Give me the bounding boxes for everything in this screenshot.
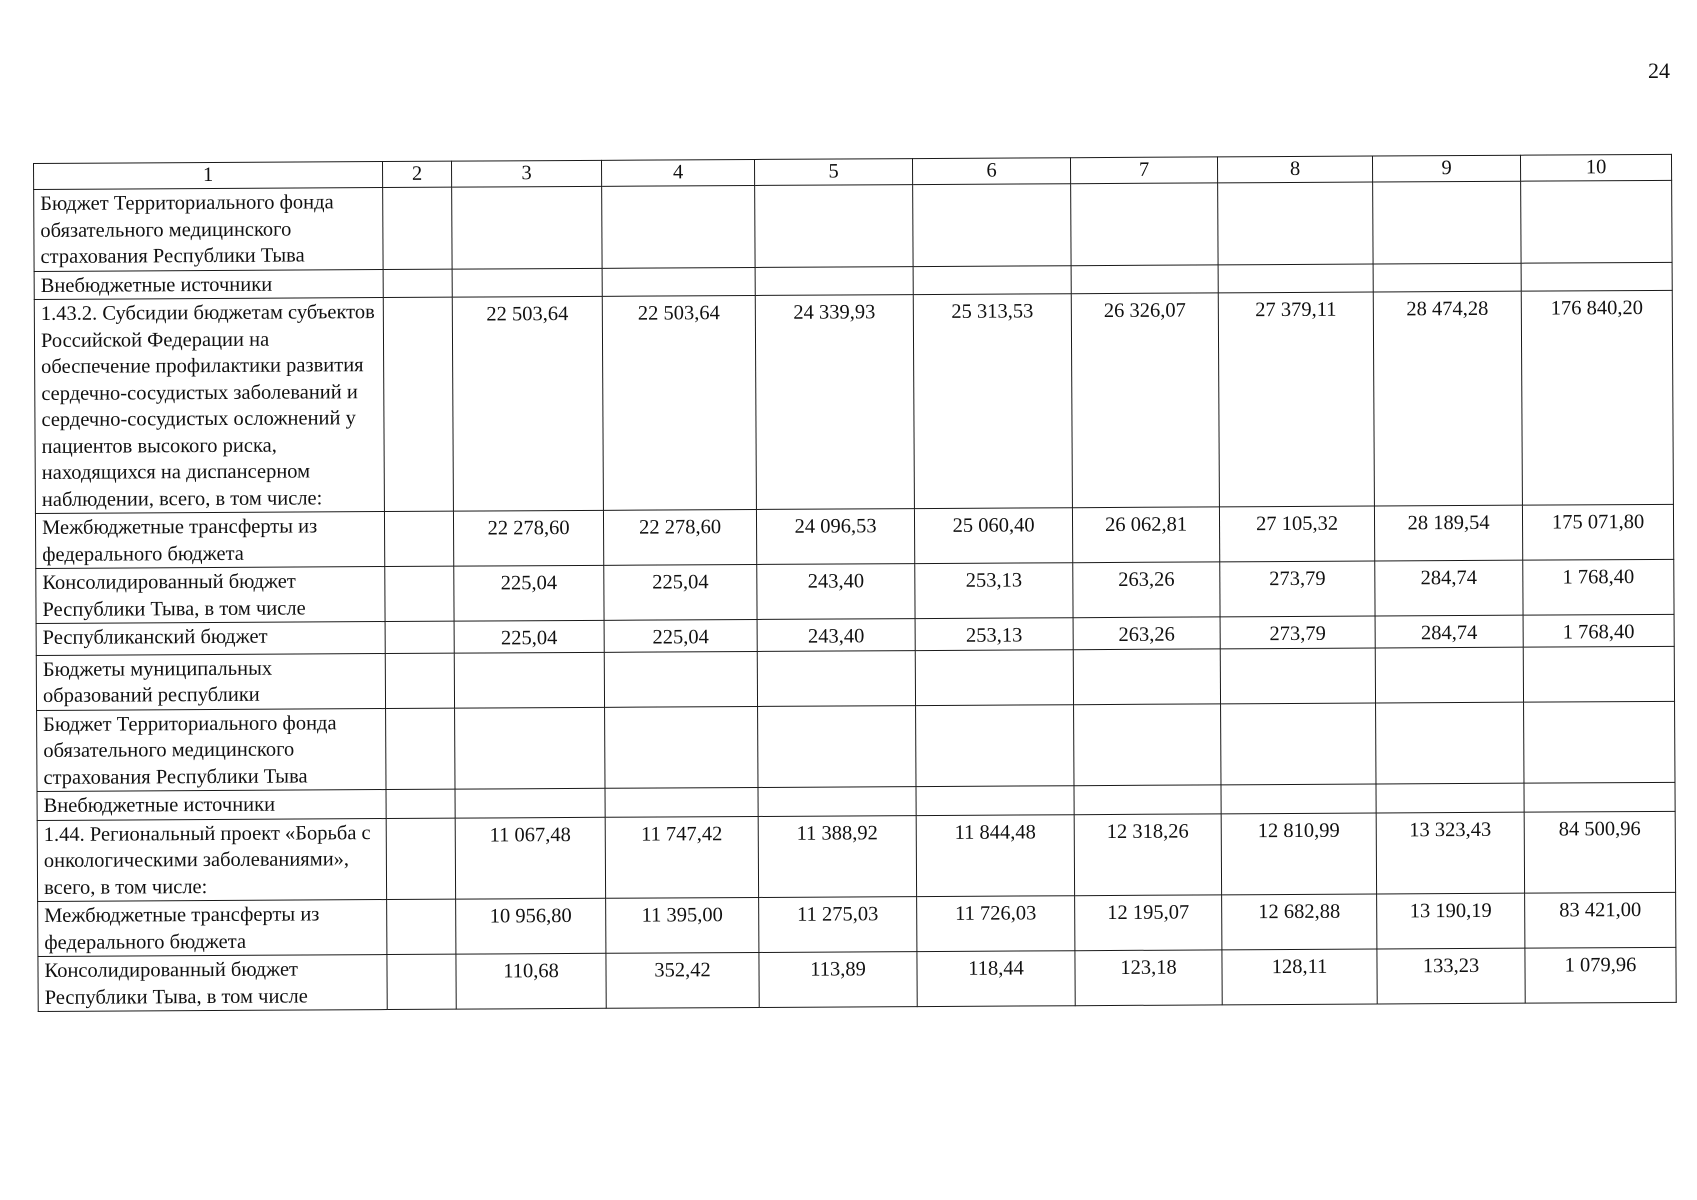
value-cell [1218, 182, 1373, 264]
value-cell: 263,26 [1073, 617, 1220, 649]
table-row [38, 947, 1676, 1011]
value-cell: 1 079,96 [1525, 947, 1676, 1003]
value-cell: 11 395,00 [606, 897, 759, 953]
value-cell: 12 810,99 [1221, 813, 1376, 895]
value-cell: 26 062,81 [1072, 507, 1219, 563]
table-row [37, 701, 1675, 792]
value-cell [755, 185, 913, 267]
value-cell: 352,42 [606, 952, 759, 1008]
value-cell: 284,74 [1375, 615, 1523, 647]
value-cell: 133,23 [1377, 948, 1525, 1004]
value-cell [1073, 648, 1220, 704]
value-cell [386, 708, 455, 790]
table-row [38, 892, 1676, 956]
column-header: 1 [34, 162, 383, 190]
column-header: 5 [754, 159, 912, 186]
value-cell: 1 768,40 [1523, 614, 1674, 646]
column-header: 2 [382, 161, 451, 187]
value-cell: 24 096,53 [756, 509, 914, 565]
value-cell [604, 651, 757, 707]
table-row [36, 646, 1674, 710]
value-cell [915, 649, 1073, 705]
value-cell: 22 278,60 [453, 510, 603, 566]
value-cell: 10 956,80 [456, 898, 606, 954]
table-row [37, 811, 1675, 902]
value-cell: 27 379,11 [1218, 292, 1374, 507]
value-cell [383, 297, 453, 511]
value-cell: 225,04 [604, 619, 757, 651]
row-label: Консолидированный бюджет Республики Тыва, в том числе [36, 567, 385, 624]
value-cell: 11 275,03 [759, 897, 917, 953]
value-cell [1218, 264, 1373, 293]
value-cell: 118,44 [917, 951, 1075, 1007]
column-header: 3 [451, 160, 601, 187]
value-cell: 83 421,00 [1525, 892, 1676, 948]
value-cell [386, 789, 455, 818]
value-cell: 176 840,20 [1521, 290, 1673, 505]
value-cell [455, 788, 605, 817]
value-cell: 12 318,26 [1074, 813, 1221, 895]
value-cell [913, 184, 1071, 266]
value-cell: 113,89 [759, 952, 917, 1008]
value-cell [452, 268, 602, 297]
row-label: Бюджет Территориального фонда обязательного медицинского страхования Республики Тыва [37, 708, 386, 791]
value-cell [1221, 703, 1376, 785]
value-cell [1373, 181, 1521, 263]
value-cell [605, 706, 758, 788]
value-cell [916, 704, 1074, 786]
table-row [35, 504, 1673, 568]
value-cell: 13 323,43 [1376, 812, 1524, 894]
value-cell: 12 195,07 [1075, 895, 1222, 951]
value-cell [1071, 183, 1218, 265]
value-cell: 22 503,64 [452, 296, 603, 511]
column-header: 6 [912, 158, 1070, 185]
value-cell: 128,11 [1222, 949, 1377, 1005]
value-cell [1521, 262, 1672, 291]
column-header: 8 [1217, 156, 1372, 183]
value-cell: 123,18 [1075, 950, 1222, 1006]
value-cell: 263,26 [1073, 562, 1220, 618]
row-label: Внебюджетные источники [37, 790, 386, 820]
value-cell: 22 503,64 [602, 295, 756, 510]
value-cell [385, 653, 454, 708]
budget-table [33, 154, 1677, 1012]
value-cell [602, 267, 755, 296]
value-cell: 13 190,19 [1377, 893, 1525, 949]
row-label: Межбюджетные трансферты из федерального бюджета [38, 900, 387, 957]
page-number: 24 [1648, 58, 1670, 83]
column-header: 7 [1070, 157, 1217, 184]
row-label: 1.43.2. Субсидии бюджетам субъектов Российской Федерации на обеспечение профилактики развития сердечно-сосудистых заболеваний и сердечно-сосудистых осложнений у пациентов высокого риска, находящихся на диспансерном наблюдении, всего, в том числе: [34, 298, 384, 514]
row-label: Внебюджетные источники [34, 269, 383, 299]
row-label: Республиканский бюджет [36, 622, 385, 655]
value-cell: 28 189,54 [1374, 505, 1522, 561]
value-cell: 12 682,88 [1222, 894, 1377, 950]
value-cell [455, 707, 605, 789]
value-cell [602, 185, 755, 267]
value-cell [757, 650, 915, 706]
row-label: 1.44. Региональный проект «Борьба с онкологическими заболеваниями», всего, в том числе: [37, 818, 386, 901]
value-cell: 11 388,92 [758, 815, 916, 897]
table-body [34, 180, 1677, 1011]
value-cell [1373, 263, 1521, 292]
row-label: Бюджет Территориального фонда обязательного медицинского страхования Республики Тыва [34, 188, 383, 271]
value-cell [605, 787, 758, 816]
value-cell [1074, 703, 1221, 785]
value-cell [1221, 784, 1376, 813]
column-header: 9 [1372, 155, 1520, 182]
value-cell: 25 313,53 [913, 294, 1072, 509]
value-cell: 110,68 [456, 953, 606, 1009]
value-cell: 24 339,93 [755, 295, 914, 510]
value-cell: 253,13 [915, 618, 1073, 650]
value-cell [758, 705, 916, 787]
value-cell: 225,04 [604, 564, 757, 620]
value-cell: 27 105,32 [1219, 506, 1374, 562]
value-cell: 11 067,48 [455, 817, 605, 899]
value-cell [385, 621, 454, 653]
value-cell: 11 844,48 [916, 814, 1074, 896]
value-cell [454, 652, 604, 708]
value-cell [383, 269, 452, 298]
value-cell [1074, 785, 1221, 814]
value-cell: 225,04 [454, 620, 604, 652]
value-cell: 243,40 [757, 564, 915, 620]
value-cell: 243,40 [757, 619, 915, 651]
value-cell [385, 566, 454, 621]
value-cell: 253,13 [915, 563, 1073, 619]
column-header: 10 [1520, 154, 1671, 181]
value-cell [916, 786, 1074, 815]
value-cell [384, 511, 453, 566]
row-label: Консолидированный бюджет Республики Тыва, в том числе [38, 955, 387, 1012]
table-row [36, 559, 1674, 623]
value-cell [758, 787, 916, 816]
value-cell: 26 326,07 [1071, 293, 1219, 508]
value-cell [1376, 702, 1524, 784]
value-cell: 22 278,60 [603, 509, 756, 565]
value-cell [1376, 783, 1524, 812]
value-cell [1524, 701, 1675, 783]
value-cell: 273,79 [1220, 616, 1375, 648]
value-cell: 84 500,96 [1524, 811, 1675, 893]
value-cell [452, 186, 602, 268]
value-cell [913, 265, 1071, 294]
value-cell [1521, 180, 1672, 262]
value-cell [1524, 782, 1675, 811]
value-cell [1375, 647, 1523, 703]
row-label: Межбюджетные трансферты из федерального бюджета [35, 512, 384, 569]
value-cell: 11 726,03 [917, 896, 1075, 952]
value-cell [1220, 648, 1375, 704]
value-cell: 284,74 [1375, 560, 1523, 616]
value-cell: 11 747,42 [605, 816, 758, 898]
value-cell: 1 768,40 [1523, 559, 1674, 615]
value-cell [1071, 264, 1218, 293]
value-cell [383, 187, 452, 269]
value-cell [387, 954, 456, 1009]
value-cell: 225,04 [454, 565, 604, 621]
value-cell: 273,79 [1220, 561, 1375, 617]
table-row [34, 180, 1672, 271]
value-cell: 28 474,28 [1373, 291, 1522, 506]
column-header: 4 [601, 159, 754, 186]
row-label: Бюджеты муниципальных образований республики [36, 653, 385, 710]
value-cell: 25 060,40 [914, 508, 1072, 564]
value-cell [387, 899, 456, 954]
value-cell [1523, 646, 1674, 702]
table-row [34, 290, 1673, 513]
value-cell [755, 266, 913, 295]
value-cell: 175 071,80 [1522, 504, 1673, 560]
value-cell [386, 818, 455, 900]
